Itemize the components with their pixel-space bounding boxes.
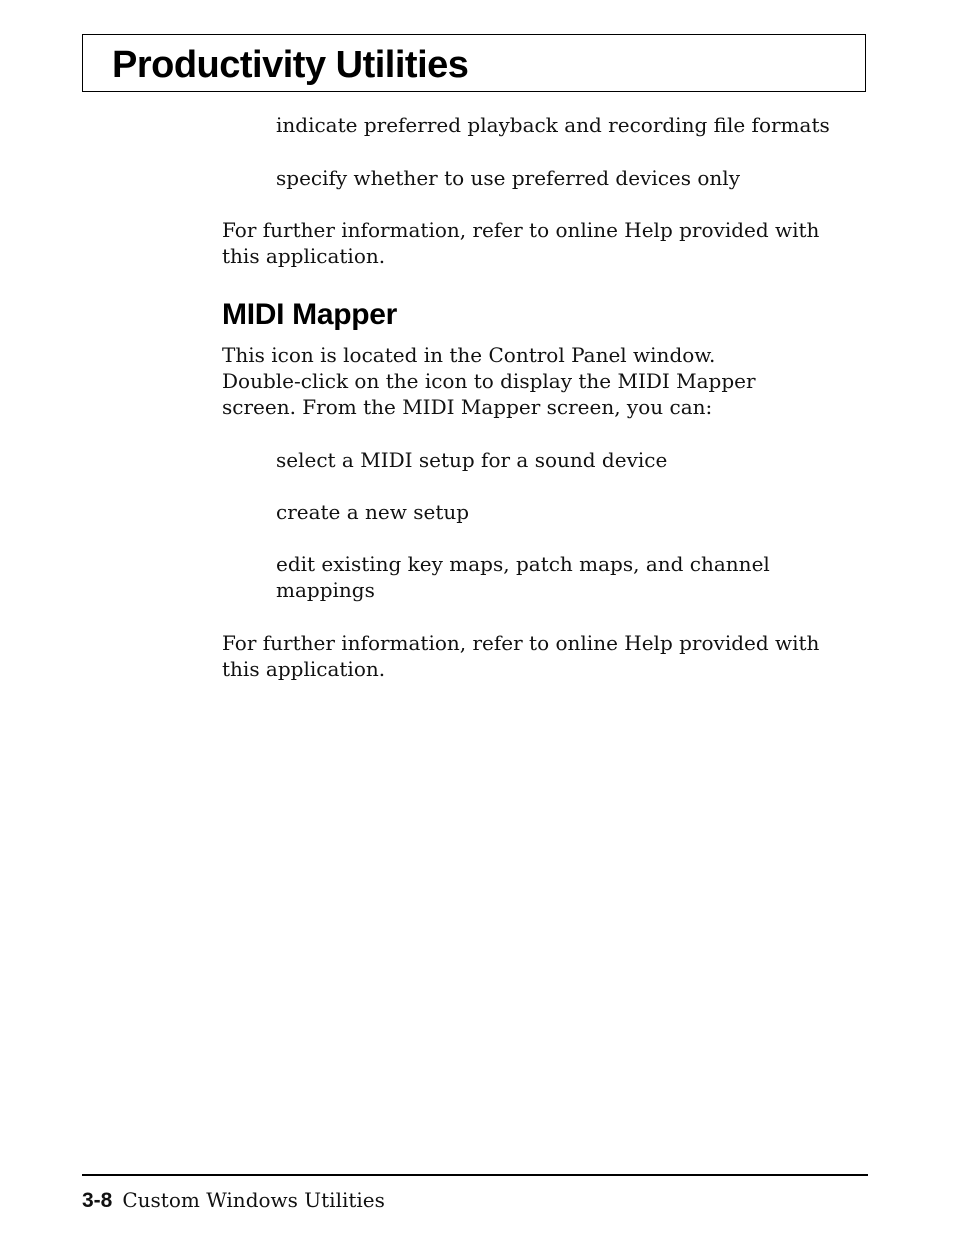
page-title: Productivity Utilities: [112, 44, 469, 86]
paragraph-line: this application.: [222, 657, 386, 681]
list-item-line: mappings: [276, 578, 375, 602]
paragraph-line: this application.: [222, 244, 386, 268]
list-item: indicate preferred playback and recording file formats: [276, 113, 830, 137]
list-item: select a MIDI setup for a sound device: [276, 448, 668, 472]
footer-divider: [82, 1174, 868, 1176]
paragraph-line: Double-click on the icon to display the MIDI Mapper: [222, 369, 756, 393]
page-header: [82, 34, 866, 92]
paragraph-line: For further information, refer to online Help provided with: [222, 631, 820, 655]
page-number: 3-8: [82, 1189, 113, 1212]
paragraph-line: For further information, refer to online Help provided with: [222, 218, 820, 242]
list-item: create a new setup: [276, 500, 470, 524]
section-heading: MIDI Mapper: [222, 298, 398, 331]
page-footer: [82, 1187, 385, 1214]
chapter-title: Custom Windows Utilities: [122, 1188, 385, 1212]
list-item: specify whether to use preferred devices only: [276, 166, 741, 190]
paragraph-line: screen. From the MIDI Mapper screen, you can:: [222, 395, 713, 419]
list-item-line: edit existing key maps, patch maps, and channel: [276, 552, 770, 576]
paragraph-line: This icon is located in the Control Panel window.: [222, 343, 716, 367]
